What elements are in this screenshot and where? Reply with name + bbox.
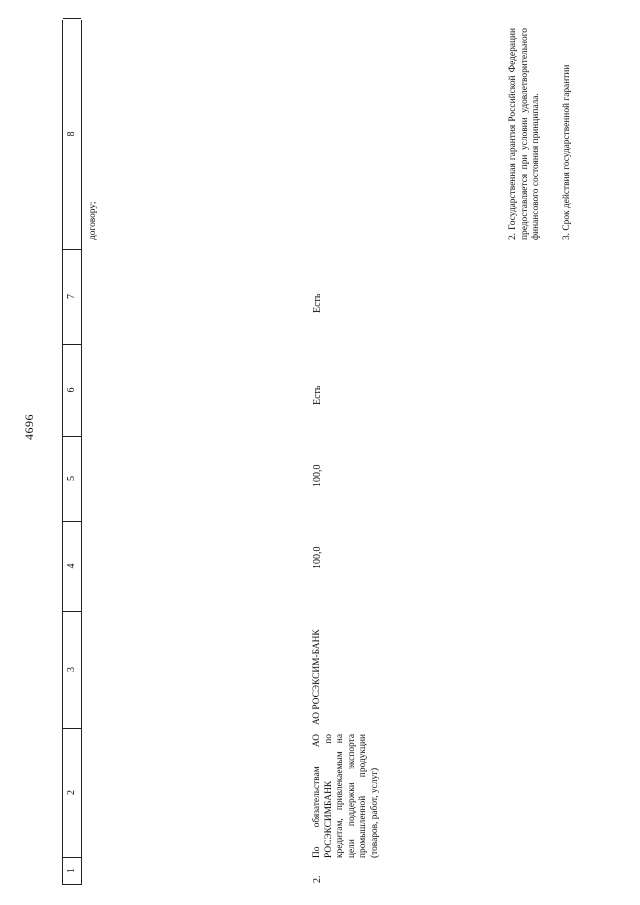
row2-number: 2. [312, 875, 323, 883]
header-col-2: 2 [63, 728, 81, 858]
header-col-7: 7 [63, 249, 81, 345]
row2-col7: Есть [312, 293, 323, 313]
row2-description: По обязательствам АО РОСЭКСИМБАНК по кредитам, привлекаемым на цели поддержки экспорта промышленной продукции (товаров, работ, услуг) [312, 734, 380, 858]
header-col-1: 1 [63, 857, 81, 885]
row2-col5: 100,0 [312, 464, 323, 487]
row2-conditions-3: 3. Срок действия государственной гарантии [562, 64, 572, 240]
rotated-table [62, 20, 622, 885]
header-col-4: 4 [63, 521, 81, 612]
row2-conditions-2: 2. Государственная гарантия Российской Федерации предоставляется при условии удовлетворительного финансового состояния принципала. [508, 28, 542, 240]
row1-col8-line-1: договору; [88, 201, 98, 240]
table-header-row [62, 20, 82, 885]
header-col-6: 6 [63, 344, 81, 437]
row2-col4: 100,0 [312, 546, 323, 569]
row2-col3: АО РОСЭКСИМ-БАНК [312, 629, 322, 725]
page-number: 4696 [22, 414, 36, 440]
header-col-8: 8 [63, 18, 81, 250]
header-col-5: 5 [63, 436, 81, 522]
row2-col6: Есть [312, 385, 323, 405]
header-col-3: 3 [63, 611, 81, 729]
